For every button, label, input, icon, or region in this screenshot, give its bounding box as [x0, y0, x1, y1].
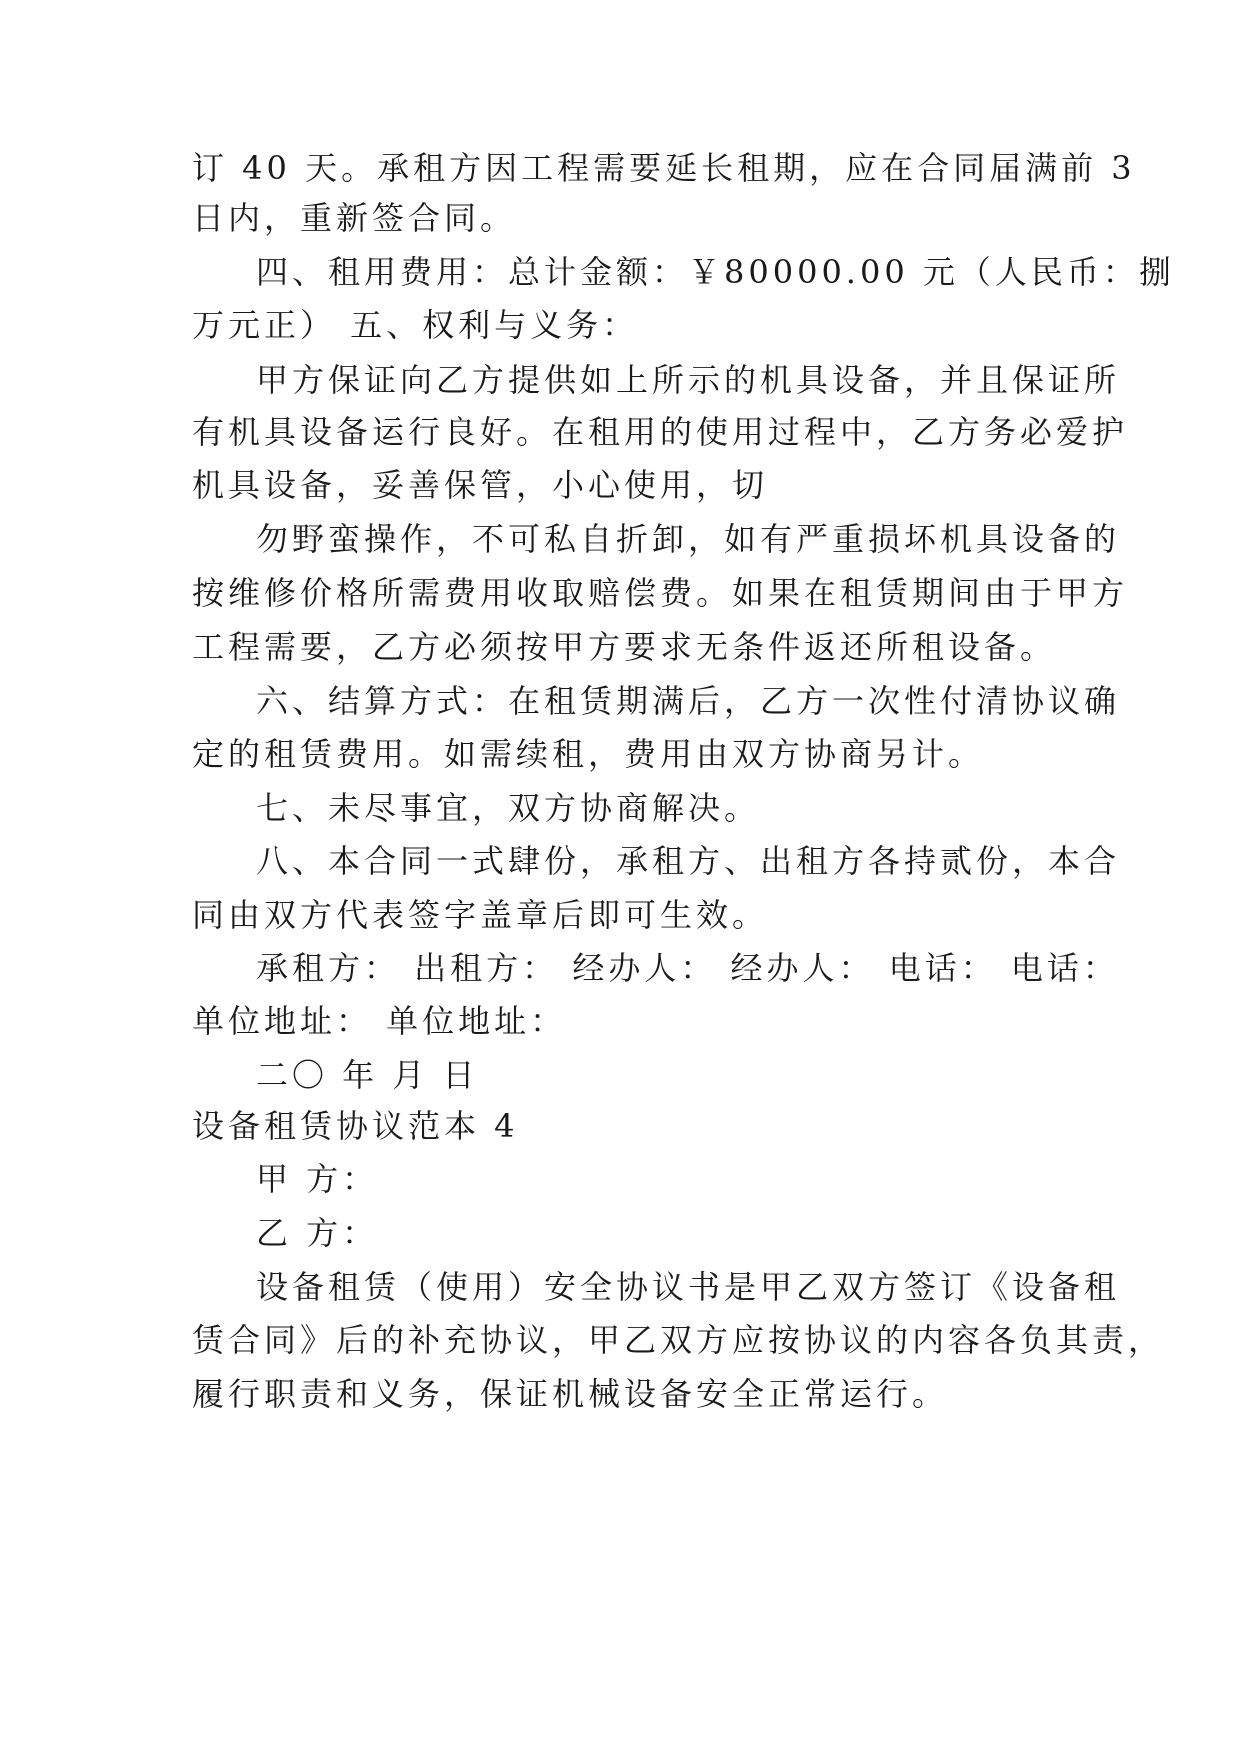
- text-line: 勿野蛮操作，不可私自折卸，如有严重损坏机具设备的: [256, 520, 1121, 558]
- text-line: 工程需要，乙方必须按甲方要求无条件返还所租设备。: [192, 628, 1057, 666]
- text-line: 承租方： 出租方： 经办人： 经办人： 电话： 电话：: [256, 949, 1119, 987]
- text-line: 机具设备，妥善保管，小心使用，切: [192, 466, 769, 504]
- text-line: 赁合同》后的补充协议，甲乙双方应按协议的内容各负其责，: [192, 1321, 1165, 1359]
- text-line: 二〇 年 月 日: [256, 1056, 479, 1094]
- text-line: 按维修价格所需费用收取赔偿费。如果在租赁期间由于甲方: [192, 574, 1129, 612]
- text-line: 四、租用费用：总计金额：￥80000.00 元（人民币：捌: [256, 253, 1175, 291]
- text-line: 甲 方：: [256, 1160, 379, 1198]
- text-line: 同由双方代表签字盖章后即可生效。: [192, 896, 769, 934]
- text-line: 有机具设备运行良好。在租用的使用过程中，乙方务必爱护: [192, 413, 1129, 451]
- section-title: 设备租赁协议范本 4: [192, 1107, 519, 1145]
- text-line: 乙 方：: [256, 1214, 379, 1252]
- text-line: 定的租赁费用。如需续租，费用由双方协商另计。: [192, 735, 985, 773]
- text-line: 六、结算方式：在租赁期满后，乙方一次性付清协议确: [256, 682, 1121, 720]
- text-line: 履行职责和义务，保证机械设备安全正常运行。: [192, 1375, 949, 1413]
- text-line: 设备租赁（使用）安全协议书是甲乙双方签订《设备租: [256, 1268, 1121, 1306]
- text-line: 日内，重新签合同。: [192, 199, 517, 237]
- text-line: 甲方保证向乙方提供如上所示的机具设备，并且保证所: [256, 361, 1121, 399]
- text-line: 订 40 天。承租方因工程需要延长租期，应在合同届满前 3: [192, 149, 1136, 187]
- text-line: 万元正） 五、权利与义务：: [192, 306, 639, 344]
- text-line: 单位地址： 单位地址：: [192, 1002, 567, 1040]
- text-line: 七、未尽事宜，双方协商解决。: [256, 789, 761, 827]
- text-line: 八、本合同一式肆份，承租方、出租方各持贰份，本合: [256, 842, 1121, 880]
